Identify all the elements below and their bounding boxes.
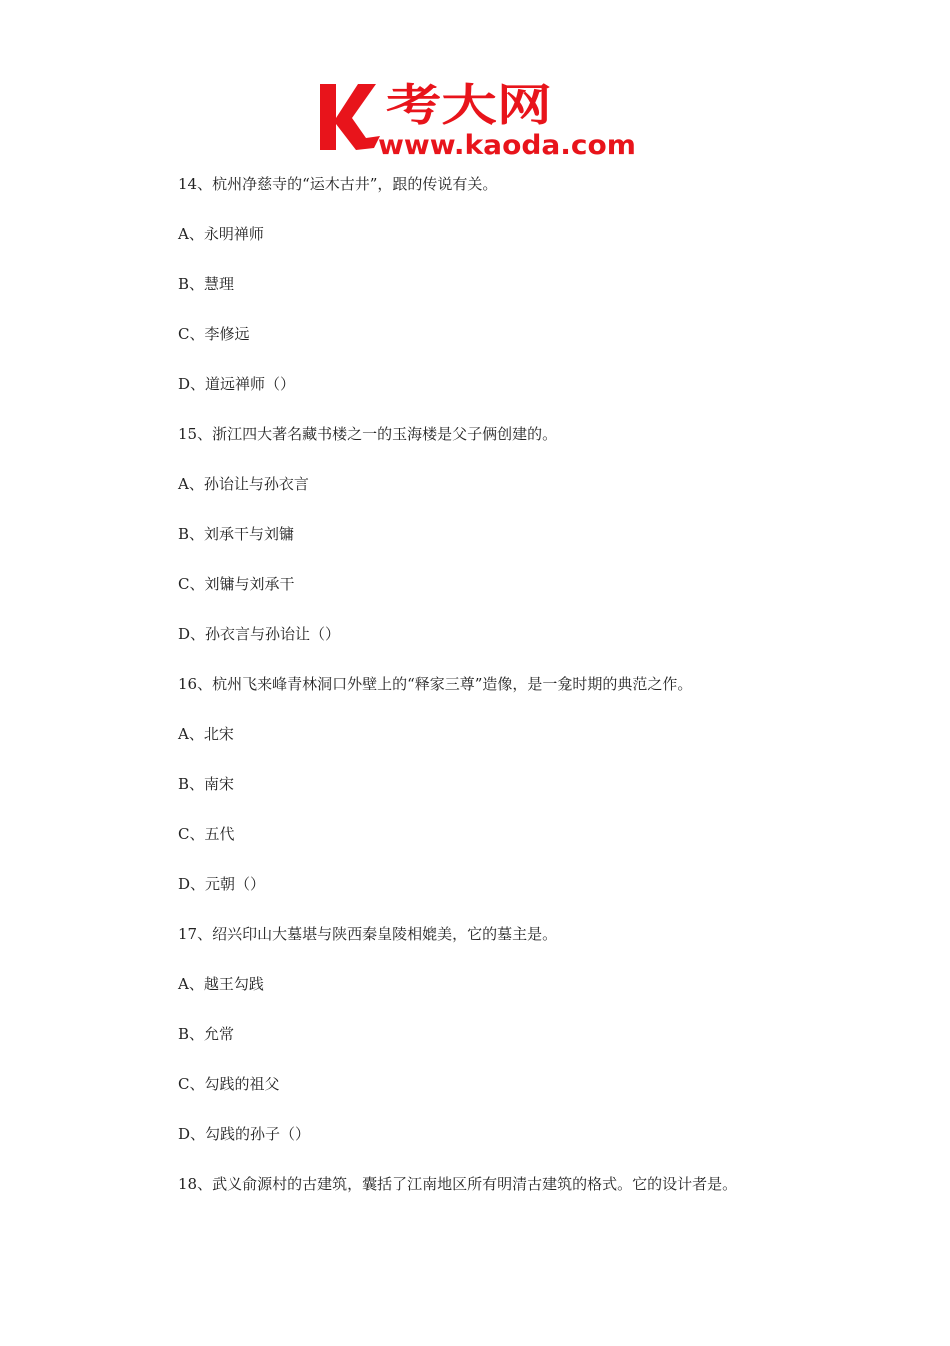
option-17-d: D、勾践的孙子（） [178, 1125, 311, 1143]
option-15-d: D、孙衣言与孙诒让（） [178, 625, 341, 643]
logo-cn-text: 考大网 [386, 80, 552, 131]
option-16-b: B、南宋 [178, 775, 235, 793]
option-15-b: B、刘承干与刘镛 [178, 525, 295, 543]
logo-k-mark [320, 84, 380, 150]
question-14: 14、杭州净慈寺的“运木古井”，跟的传说有关。 [178, 175, 498, 193]
option-17-a: A、越王勾践 [178, 975, 264, 993]
question-17: 17、绍兴印山大墓堪与陕西秦皇陵相媲美，它的墓主是。 [178, 925, 558, 943]
option-14-d: D、道远禅师（） [178, 375, 296, 393]
option-17-c: C、勾践的祖父 [178, 1075, 280, 1093]
option-14-c: C、李修远 [178, 325, 250, 343]
option-16-a: A、北宋 [178, 725, 234, 743]
option-14-b: B、慧理 [178, 275, 235, 293]
question-15: 15、浙江四大著名藏书楼之一的玉海楼是父子俩创建的。 [178, 425, 558, 443]
option-17-b: B、允常 [178, 1025, 235, 1043]
question-list [178, 170, 878, 1220]
option-15-c: C、刘镛与刘承干 [178, 575, 295, 593]
logo-url-text: www.kaoda.com [378, 130, 636, 160]
option-16-c: C、五代 [178, 825, 235, 843]
option-16-d: D、元朝（） [178, 875, 266, 893]
option-15-a: A、孙诒让与孙衣言 [178, 475, 309, 493]
question-18: 18、武义俞源村的古建筑，囊括了江南地区所有明清古建筑的格式。它的设计者是。 [178, 1175, 738, 1193]
kaoda-logo [318, 74, 638, 160]
question-16: 16、杭州飞来峰青林洞口外壁上的“释家三尊”造像，是一龛时期的典范之作。 [178, 675, 693, 693]
kaoda-logo-graphic [318, 74, 638, 160]
option-14-a: A、永明禅师 [178, 225, 264, 243]
